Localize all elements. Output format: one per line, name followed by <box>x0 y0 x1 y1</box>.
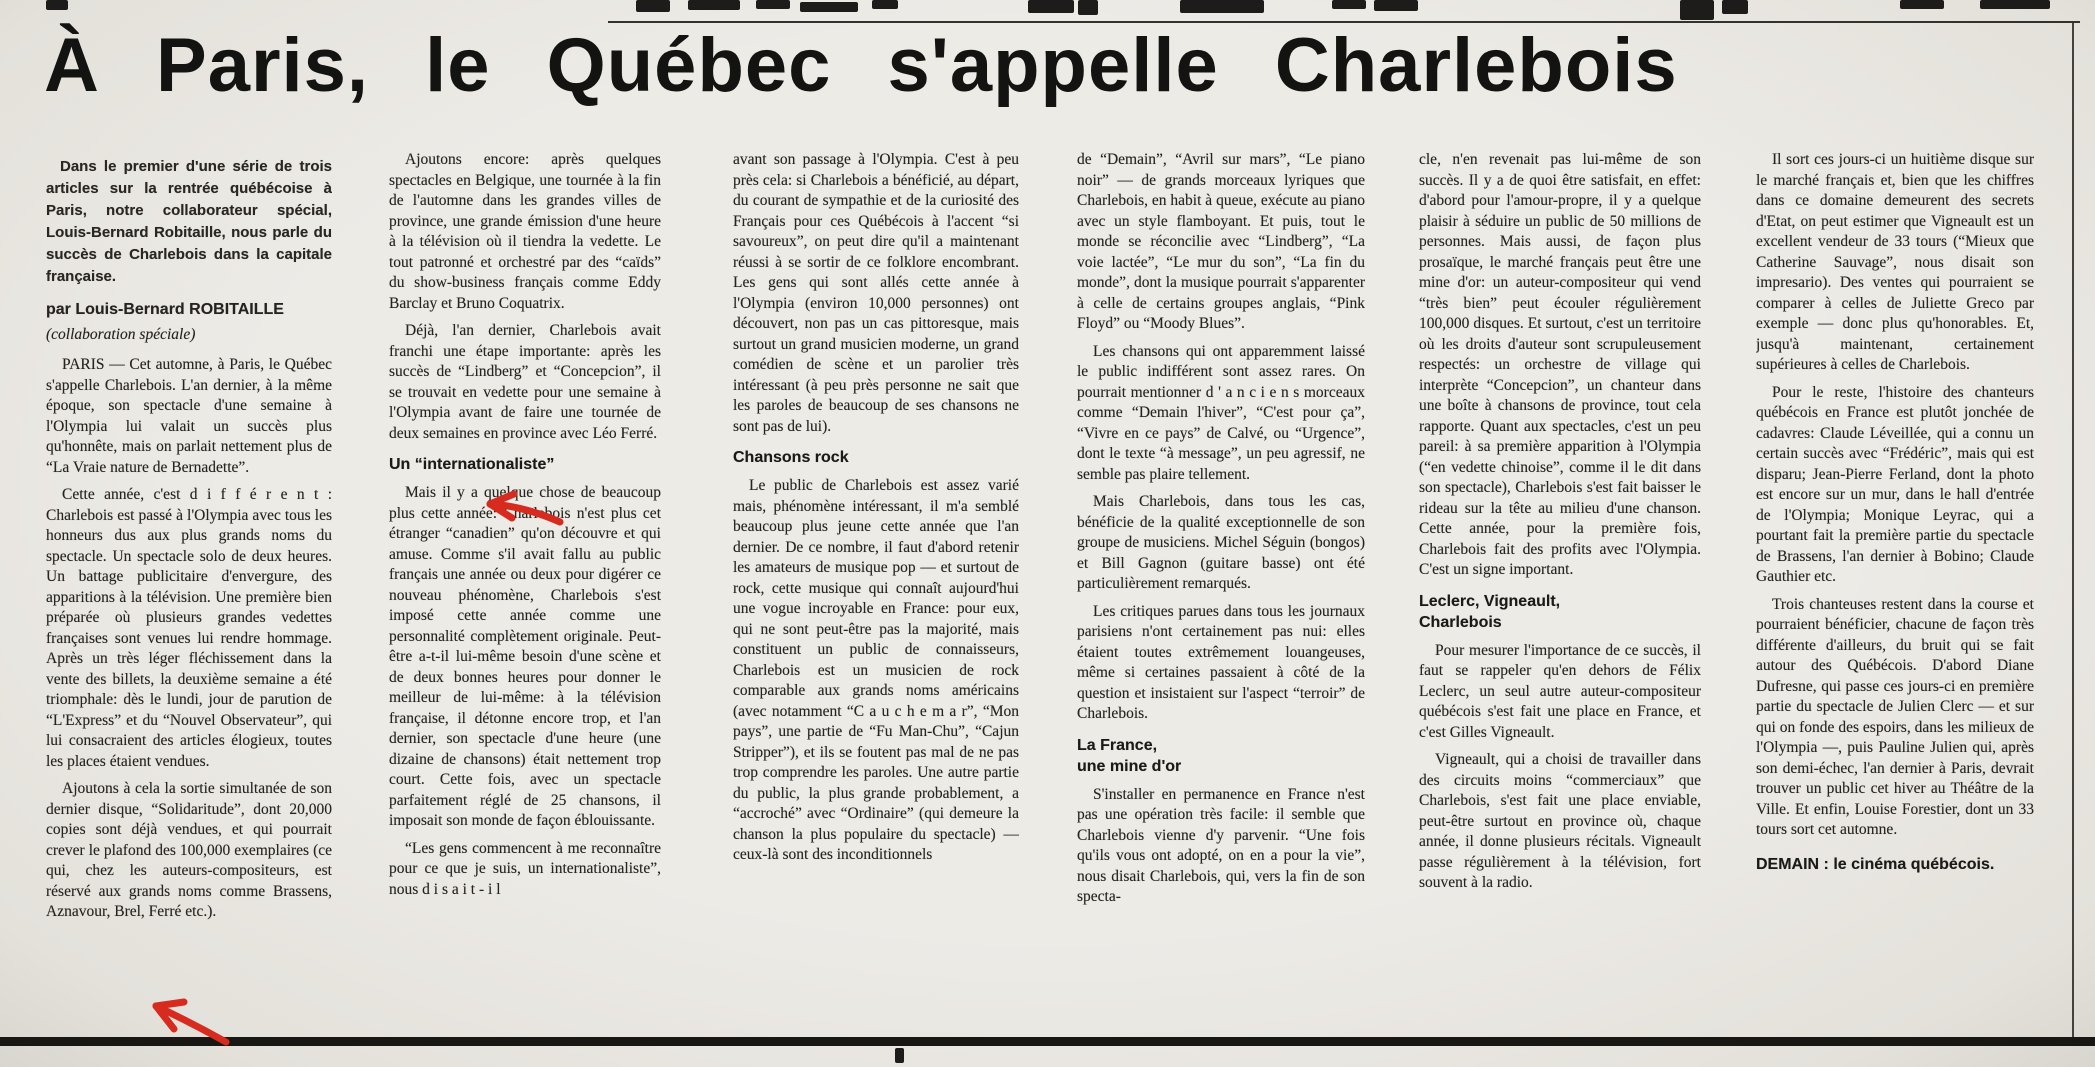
section-heading: Un “internationaliste” <box>389 456 555 473</box>
paragraph: Déjà, l'an dernier, Charlebois avait franchi une étape importante: après les succès de “Lindberg” et “Concepcion”, il se trouvait en vedette pour une semaine à l'Olympia avant de faire une tournée de deux semaines en province avec Léo Ferré. <box>389 322 661 442</box>
bottom-rule <box>0 1037 2095 1046</box>
scan-artifact <box>756 0 790 9</box>
paragraph: de “Demain”, “Avril sur mars”, “Le piano noir” — de grands morceaux lyriques que Charlebois, en habit à queue, exécute au piano avec un style flamboyant. Et puis, tout le monde se réconcilie avec “Lindberg”, “La voie lactée”, “Le mur du son”, “La fin du monde”, dont la musique pourrait s'apparenter à celle de certains groupes anglais, “Pink Floyd” ou “Moody Blues”. <box>1077 151 1365 332</box>
scan-artifact <box>895 1048 904 1063</box>
red-arrow-annotation-leo-ferre <box>482 490 566 532</box>
right-column-rule <box>2072 23 2074 1037</box>
scan-artifact <box>1078 0 1098 15</box>
byline: par Louis-Bernard ROBITAILLE <box>46 301 284 318</box>
scan-artifact <box>1980 0 2050 9</box>
paragraph: Mais Charlebois, dans tous les cas, bénéficie de la qualité exceptionnelle de son groupe de musiciens. Michel Séguin (bongos) et Bill Gagnon (guitare basse) ont été particulièrement remarqués. <box>1077 493 1365 592</box>
scan-artifact <box>872 0 898 9</box>
intro-paragraph: Dans le premier d'une série de trois articles sur la rentrée québécoise à Paris, notre collaborateur spécial, Louis-Bernard Robitaille, nous parle du succès de Charlebois dans la capitale française. <box>46 158 332 285</box>
paragraph: cle, n'en revenait pas lui-même de son succès. Il y a de quoi être satisfait, en effet: d'abord pour l'amour-propre, il y a quelque plaisir à séduire un public de 50 millions de personnes. Mais aussi, de façon plus prosaïque, le marché français peut être une mine d'or: un auteur-compositeur qui vend “très bien” peut écouler régulièrement 100,000 disques. Et surtout, c'est un territoire où les droits d'auteur sont scrupuleusement respectés: un orchestre de village qui interprète “Concepcion”, un chanteur dans une boîte à chansons de province, tout cela rapporte. Quant aux spectacles, c'est un peu pareil: à sa première apparition à l'Olympia (“en vedette chinoise”, comme il le dit dans son spectacle), Charlebois s'est fait baisser le rideau sur la tête au milieu d'une chanson. Cette année, pour la première fois, Charlebois fait des profits avec l'Olympia. C'est un signe important. <box>1419 151 1701 578</box>
scan-artifact <box>800 2 858 12</box>
red-arrow-annotation-ferre <box>146 996 234 1046</box>
scan-artifact <box>1722 0 1748 14</box>
scan-artifact <box>1180 0 1264 13</box>
footer-teaser: DEMAIN : le cinéma québécois. <box>1756 855 1995 873</box>
section-heading: Chansons rock <box>733 449 849 466</box>
paragraph: Cette année, c'est d i f f é r e n t : Charlebois est passé à l'Olympia avec tous les honneurs dus aux plus grands noms du spectacle. Un spectacle solo de deux heures. Un battage publicitaire d'envergure, des apparitions à la télévision. Une première bien préparée où plusieurs grandes vedettes françaises sont venues lui rendre hommage. Après un très léger fléchissement dans la vente des billets, la deuxième semaine a été triomphale: dès le lundi, jour de parution de “L'Express” et du “Nouvel Observateur”, qui lui consacraient des articles élogieux, toutes les places étaient vendues. <box>46 486 332 770</box>
scan-artifact <box>1374 0 1418 11</box>
section-heading: Leclerc, Vigneault, <box>1419 592 1561 610</box>
paragraph: Trois chanteuses restent dans la course et pourraient bénéficier, chacune de façon très différente d'ailleurs, du bruit qui se fait autour des Québécois. D'abord Diane Dufresne, qui passe ces jours-ci en première partie du spectacle de Julien Clerc — et sur qui on fonde des espoirs, dans les milieux de l'Olympia —, puis Pauline Julien qui, après son demi-échec, l'an dernier à Paris, devrait trouver un public cet hiver au Théâtre de la Ville. Et enfin, Louise Forestier, dont un 33 tours sort cet automne. <box>1756 595 2034 838</box>
article-column-4 <box>1077 150 1365 1038</box>
paragraph: S'installer en permanence en France n'est pas une opération très facile: il semble que Charlebois vienne d'y parvenir. “Une fois qu'ils vous ont adopté, on en a pour la vie”, nous disait Charlebois, qui, vers la fin de son specta- <box>1077 785 1365 905</box>
scan-artifact <box>1900 0 1944 9</box>
paragraph: Le public de Charlebois est assez varié mais, phénomène intéressant, il m'a semblé beaucoup plus jeune cette année que l'an dernier. De ce nombre, il faut d'abord retenir les amateurs de musique pop — et surtout de rock, cette musique qui connaît aujourd'hui une vogue incroyable en France: pour eux, qui ne sont peut-être pas la majorité, mais constituent un public de connaisseurs, Charlebois est un musicien de rock comparable aux grands noms américains (avec notamment “C a u c h e m a r”, “Mon pays”, une partie de “Fu Man-Chu”, “Cajun Stripper”), et ils se foutent pas mal de ne pas trop comprendre les paroles. Une autre partie du public, la plus grande probablement, a “accroché” avec “Ordinaire” (qui demeure la chanson la plus populaire du spectacle) — ceux-là sont des inconditionnels <box>733 477 1019 863</box>
paragraph: Mais il y a quelque chose de beaucoup plus cette année: Charlebois n'est plus cet étranger “canadien” qu'on découvre et qui amuse. Comme s'il avait fallu au public français une année ou deux pour digérer ce nouveau phénomène, Charlebois s'est imposé cette année comme une personnalité complètement originale. Peut-être a-t-il lui-même besoin d'une scène et de deux bonnes heures pour donner le meilleur de lui-même: à la télévision française, il détonne encore trop, et l'an dernier, son spectacle d'une heure (une dizaine de chansons) était nettement trop court. Cette fois, avec un spectacle parfaitement réglé de 25 chansons, il imposait son monde de façon éblouissante. <box>389 484 661 829</box>
paragraph: Les chansons qui ont apparemment laissé le public indifférent sont assez rares. On pourrait mentionner d ' a n c i e n s morceaux comme “Demain l'hiver”, “C'est pour ça”, “Vivre en ce pays” de Calvé, ou “Urgence”, dont le texte “à message”, un peu agressif, ne semble pas plaire tellement. <box>1077 342 1365 483</box>
page-title: À Paris, le Québec s'appelle Charlebois <box>44 23 1678 108</box>
paragraph: “Les gens commencent à me reconnaître pour ce que je suis, un internationaliste”, nous d i s a i t - i l <box>389 839 661 898</box>
scan-artifact <box>46 0 68 10</box>
article-column-6 <box>1756 150 2034 1038</box>
scan-artifact <box>688 0 740 10</box>
article-column-5 <box>1419 150 1701 1038</box>
scan-artifact <box>1332 0 1366 9</box>
paragraph: Vigneault, qui a choisi de travailler dans des circuits moins “commerciaux” que Charlebois, s'est fait une place enviable, peut-être surtout en province où, chaque année, il donne plusieurs récitals. Vigneault passe régulièrement à la télévision, fort souvent à la radio. <box>1419 751 1701 891</box>
article-column-3 <box>733 150 1019 1038</box>
paragraph: Ajoutons encore: après quelques spectacles en Belgique, une tournée à la fin de l'automne dans les grandes villes de province, une grande émission d'une heure à la télévision où il tiendra la vedette. Le tout patronné et orchestré par des “caïds” du show-business français comme Eddy Barclay et Bruno Coquatrix. <box>389 151 661 312</box>
scan-artifact <box>636 0 670 12</box>
paragraph: Pour le reste, l'histoire des chanteurs québécois en France est plutôt jonchée de cadavres: Claude Léveillée, qui a connu un certain succès avec “Frédéric”, mais qui est disparu; Jean-Pierre Ferland, dont la photo est encore sur un mur, dans le hall d'entrée de l'Olympia; Monique Leyrac, qui a pourtant fait la première partie du spectacle de Brassens, l'an dernier à Bobino; Claude Gauthier etc. <box>1756 383 2034 585</box>
paragraph: Pour mesurer l'importance de ce succès, il faut se rappeler qu'en dehors de Félix Leclerc, un seul autre auteur-compositeur québécois s'est fait une place en France, et c'est Gilles Vigneault. <box>1419 641 1701 741</box>
section-heading: Charlebois <box>1419 613 1502 631</box>
paragraph: Il sort ces jours-ci un huitième disque sur le marché français et, bien que les chiffres dans ce domaine demeurent des secrets d'Etat, on peut estimer que Vigneault est un excellent vendeur de 33 tours (“Mieux que Catherine Sauvage”, nous disait son impresario). Des ventes qui pourraient se comparer à celles de Juliette Greco par exemple — donc plus qu'honorables. Et, jusqu'à maintenant, certainement supérieures à celles de Charlebois. <box>1756 151 2034 373</box>
article-column-1 <box>46 150 332 1038</box>
byline-note: (collaboration spéciale) <box>46 325 196 343</box>
paragraph: Les critiques parues dans tous les journaux parisiens n'ont certainement pas nui: elles étaient toutes extrêmement louangeuses, même si certaines passaient à côté de la question et insistaient sur l'aspect “terroir” de Charlebois. <box>1077 602 1365 722</box>
article-column-2 <box>389 150 661 1038</box>
paragraph: avant son passage à l'Olympia. C'est à peu près cela: si Charlebois a bénéficié, au départ, du courant de sympathie et de la curiosité des Français pour ces Québécois à l'accent “si savoureux”, on peut dire qu'il a maintenant réussi à se sortir de ce folklore encombrant. Les gens qui sont allés cette année à l'Olympia (environ 10,000 personnes) ont découvert, non pas un cas pittoresque, mais surtout un grand musicien moderne, un grand comédien de scène et un parolier très intéressant (à peu près personne ne sait que les paroles de beaucoup de ses chansons ne sont pas de lui). <box>733 151 1019 435</box>
scan-artifact <box>1028 0 1074 13</box>
paragraph: PARIS — Cet automne, à Paris, le Québec s'appelle Charlebois. L'an dernier, à la même époque, son spectacle d'une semaine à l'Olympia lui valait un succès plus qu'honnête, mais on parlait nettement plus de “La Vraie nature de Bernadette”. <box>46 356 332 476</box>
section-heading: La France, <box>1077 736 1158 754</box>
paragraph: Ajoutons à cela la sortie simultanée de son dernier disque, “Solidaritude”, dont 20,000 copies sont déjà vendues, et qui pourrait crever le plafond des 100,000 exemplaires (ce qui, chez les auteurs-compositeurs, est réservé aux grands noms comme Brassens, Aznavour, Brel, Ferré etc.). <box>46 780 332 920</box>
section-heading: une mine d'or <box>1077 757 1182 775</box>
scan-artifact <box>1680 0 1714 20</box>
